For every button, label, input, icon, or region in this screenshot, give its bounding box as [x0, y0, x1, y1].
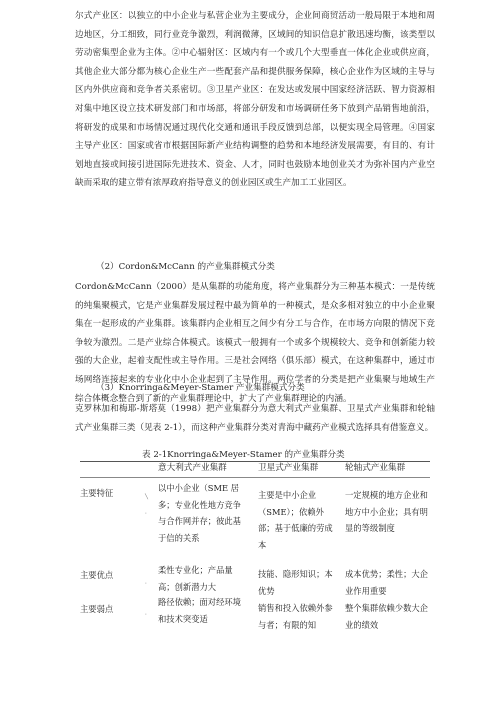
- cell-italian-advantages: 柔性专业化；产品量高；创新潜力大: [158, 565, 233, 592]
- scan-artifact: ╲: [145, 494, 149, 500]
- scan-artifact: ﾞ: [145, 583, 148, 589]
- row-label-main-weaknesses: 主要弱点: [80, 604, 114, 614]
- paragraph-knorringa: 克罗林加和梅耶-斯塔莫（1998）把产业集群分为意大利式产业集群、卫星式产业集群和轮轴式产业集群三类（见表 2-1），而这种产业集群分类对青海中藏药产业模式选择具有借鉴意义。: [75, 404, 435, 433]
- cell-italian-weaknesses: 路径依赖；面对经环境和技术突变适: [158, 597, 241, 624]
- scan-artifact: ﾞ: [145, 513, 148, 519]
- cell-satellite-weaknesses: 销售和投入依赖外参与者；有限的知: [258, 603, 333, 630]
- cell-hub-features: 一定规模的地方企业和地方中小企业；具有明显的等级制度: [345, 490, 428, 533]
- row-label-main-advantages: 主要优点: [80, 570, 114, 580]
- scan-artifact: ﾞ: [145, 614, 148, 620]
- cell-italian-features: 以中小企业（SME 居多；专业化性地方竞争与合作网并存；彼此基于信的关系: [158, 483, 241, 543]
- row-label-main-features: 主要特征: [80, 488, 114, 498]
- cell-hub-weaknesses: 整个集群依赖少数大企业的绩效: [345, 603, 428, 630]
- column-header-hub: 轮轴式产业集群: [345, 463, 406, 473]
- column-header-satellite: 卫星式产业集群: [258, 463, 319, 473]
- cell-hub-advantages: 成本优势；柔性；大企业作用重要: [345, 569, 428, 596]
- cell-satellite-features: 主要是中小企业（SME）；依赖外部；基于低廉的劳成本: [258, 490, 333, 550]
- table-header-rule: [80, 477, 430, 478]
- cell-satellite-advantages: 技能、隐形知识；本优势: [258, 569, 333, 596]
- table-caption: 表 2-1Knorringa&Meyer-Stamer 的产业集群分类: [142, 450, 345, 460]
- section-heading-cordon-mccann: （2）Cordon&McCann 的产业集群模式分类: [96, 262, 275, 272]
- column-header-italian: 意大利式产业集群: [158, 463, 227, 473]
- paragraph-cordon-mccann: Cordon&McCann（2000）是从集群的功能角度，将产业集群分为三种基本模式：一是传统的纯集聚模式，它是产业集群发展过程中最为简单的一种模式，是众多相对独立的中小企业聚集在一起形成的产业集群。该集群内企业相互之间少有分工与合作，在市场方向限的情况下竞争较为激烈。二是产业综合体模式。该模式一般拥有一个或多个规模较大、竞争和创新能力较强的大企业，起着支配性或主导作用。三是社会网络（俱乐部）模式，在这种集群中，通过市场网络连接起来的专业化中小企业起到了主导作用。两位学者的分类是把产业集聚与地域生产综合体概念整合到了新的产业集群理论中，扩大了产业集群理论的内涵。: [75, 282, 435, 404]
- section-heading-knorringa: （3）Knorringa&Meyer-Stamer 产业集群模式分类: [96, 383, 305, 393]
- paragraph-industrial-district-types: 尔式产业区：以独立的中小企业与私营企业为主要成分，企业间商贸活动一般局限于本地和周边地区，分工细致，同行业竞争激烈，利润微薄，区域间的知识信息扩散迅速均衡，该类型以劳动密集型企业为主体。②中心辐射区：区域内有一个或几个大型垂直一体化企业或供应商，其他企业大部分都为核心企业生产一些配套产品和提供服务保障，核心企业作为区域的主导与区内外供应商和竞争者关系密切。③卫星产业区：在发达或发展中国家经济活跃、智力资源相对集中地区设立技术研发部门和市场部，将部分研发和市场调研任务下放到产品销售地前沿，将研发的成果和市场情况通过现代化交通和通讯手段反馈到总部，以便实现全局管理。④国家主导产业区：国家或省市根据国际新产业结构调整的趋势和本地经济发展需要，有目的、有计划地直接或间接引进国际先进技术、资金、人才，同时也鼓励本地创业关才为弥补国内产业空缺而采取的建立带有浓厚政府指导意义的创业园区或生产加工工业园区。: [75, 11, 435, 189]
